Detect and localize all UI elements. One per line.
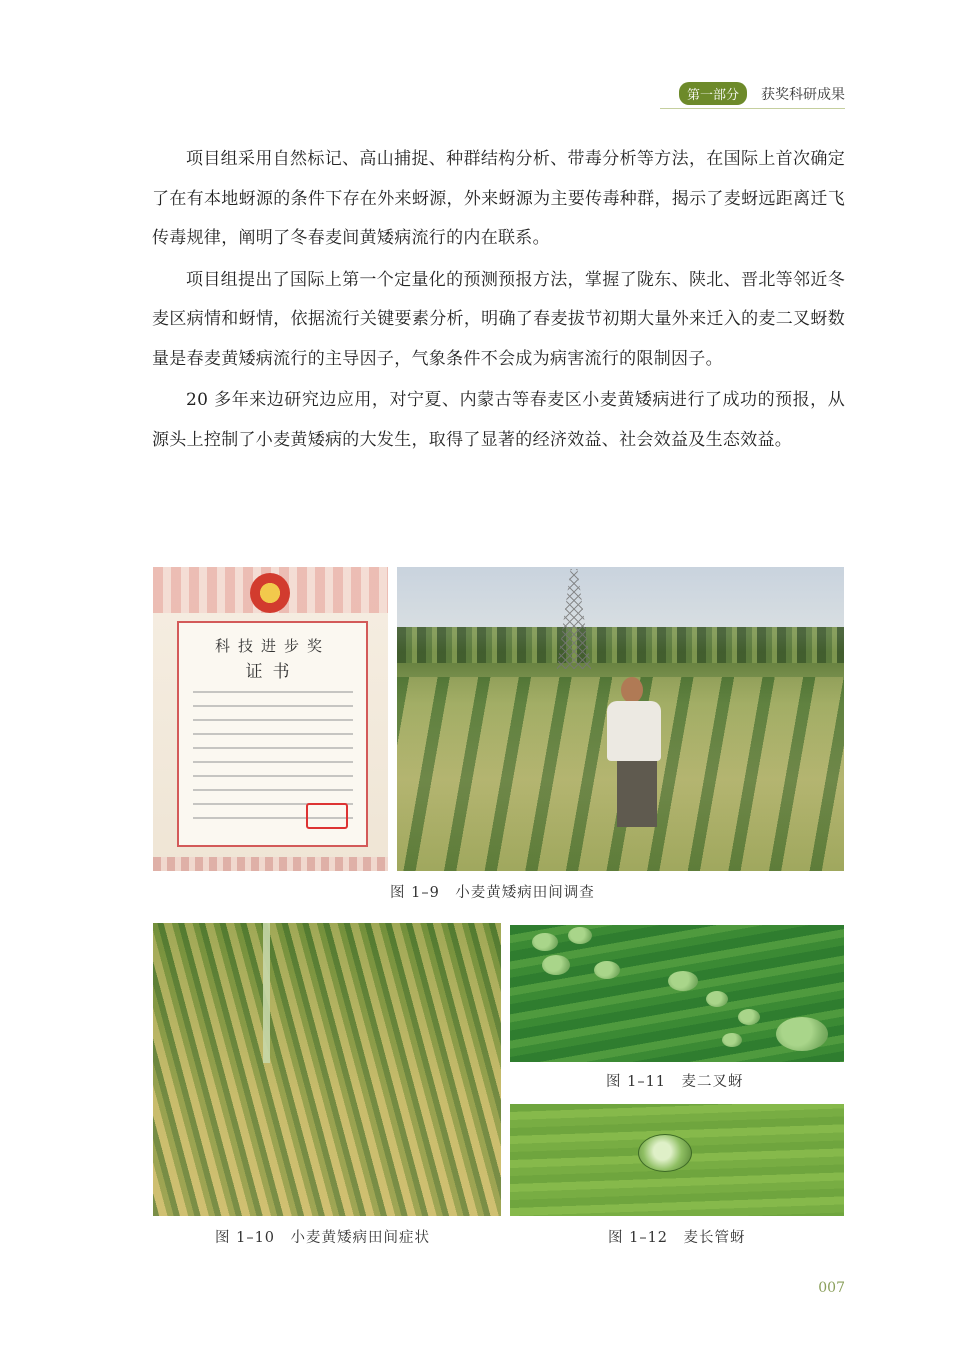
field-symptom-photo xyxy=(153,923,501,1216)
caption-fig-1-9: 图 1–9 小麦黄矮病田间调查 xyxy=(390,885,595,901)
certificate-subtitle: 证书 xyxy=(245,662,300,682)
caption-fig-1-10: 图 1–10 小麦黄矮病田间症状 xyxy=(215,1230,431,1246)
field-survey-photo xyxy=(397,567,844,871)
caption-fig-1-11: 图 1–11 麦二叉蚜 xyxy=(606,1074,744,1090)
section-title: 获奖科研成果 xyxy=(761,86,845,103)
paragraph-3: 20 多年来边研究边应用，对宁夏、内蒙古等春麦区小麦黄矮病进行了成功的预报，从源头上控制了小麦黄矮病的大发生，取得了显著的经济效益、社会效益及生态效益。 xyxy=(152,390,845,450)
tree-line xyxy=(397,627,844,663)
page-number: 007 xyxy=(818,1280,845,1296)
certificate-title: 科技进步奖 xyxy=(214,637,330,655)
certificate-border-bottom xyxy=(153,857,388,871)
paragraph-1: 项目组采用自然标记、高山捕捉、种群结构分析、带毒分析等方法，在国际上首次确定了在有本地蚜源的条件下存在外来蚜源，外来蚜源为主要传毒种群，揭示了麦蚜远距离迁飞传毒规律，阐明了冬春麦间黄矮病流行的内在联系。 xyxy=(152,149,845,248)
certificate-frame xyxy=(177,621,368,847)
wheat-stem xyxy=(263,923,270,1063)
body-text xyxy=(152,140,845,462)
power-tower xyxy=(557,569,591,669)
header-rule xyxy=(660,108,845,109)
researcher-figure xyxy=(595,677,675,827)
aphid-schizaphis-photo xyxy=(510,925,844,1062)
section-badge: 第一部分 xyxy=(679,82,747,105)
certificate-seal xyxy=(306,803,348,829)
national-emblem-icon xyxy=(250,573,290,613)
caption-fig-1-12: 图 1–12 麦长管蚜 xyxy=(608,1230,746,1246)
running-header xyxy=(679,82,845,105)
paragraph-2: 项目组提出了国际上第一个定量化的预测预报方法，掌握了陇东、陕北、晋北等邻近冬麦区病情和蚜情，依据流行关键要素分析，明确了春麦拔节初期大量外来迁入的麦二叉蚜数量是春麦黄矮病流行的主导因子，气象条件不会成为病害流行的限制因子。 xyxy=(152,269,845,369)
certificate-photo xyxy=(153,567,388,871)
aphid-sitobion-photo xyxy=(510,1104,844,1216)
